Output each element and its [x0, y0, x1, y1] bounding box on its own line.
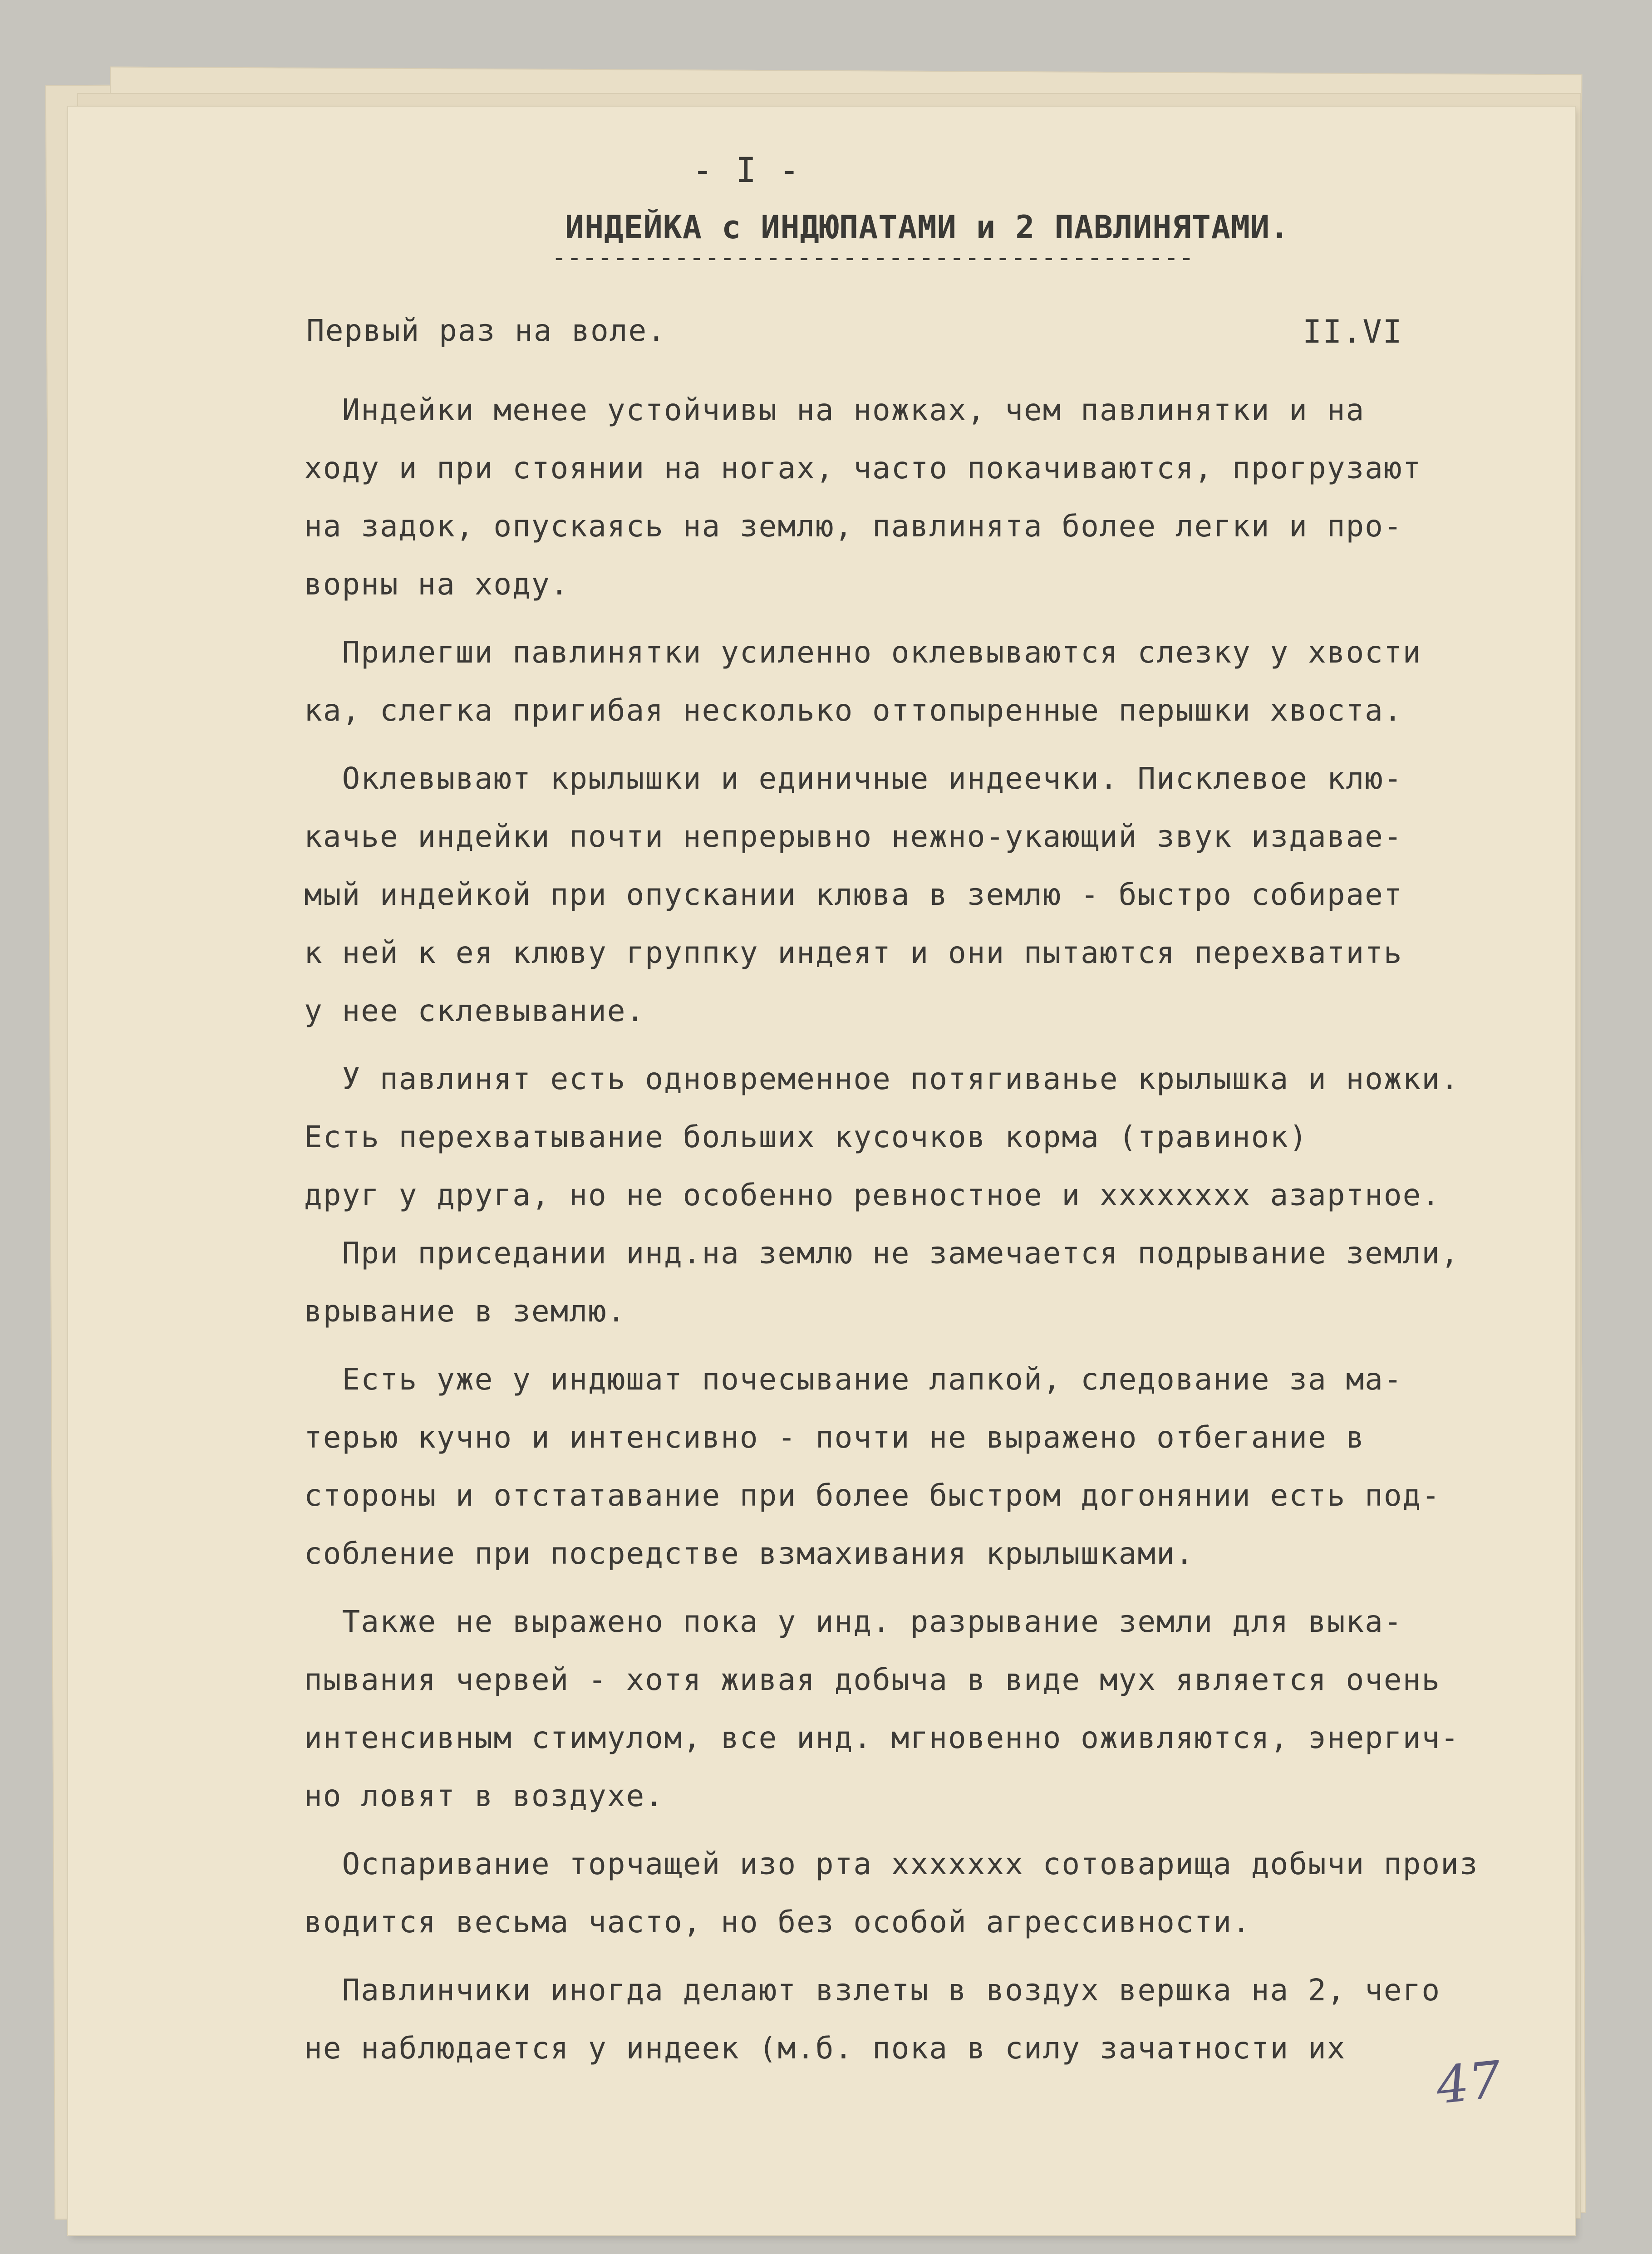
text-line: качье индейки почти непрерывно нежно-укающий звук издавае-: [304, 819, 1403, 854]
text-line: терью кучно и интенсивно - почти не выражено отбегание в: [304, 1420, 1365, 1455]
text-line: на задок, опускаясь на землю, павлинята более легки и про-: [304, 509, 1403, 544]
title-underline: ------------------------------------------: [551, 243, 1195, 272]
document-title: ИНДЕЙКА с ИНДЮПАТАМИ и 2 ПАВЛИНЯТАМИ.: [565, 209, 1290, 246]
section-heading: Первый раз на воле.: [306, 313, 666, 348]
text-line: не наблюдается у индеек (м.б. пока в силу зачатности их: [304, 2031, 1346, 2066]
text-line: водится весьма часто, но без особой агрессивности.: [304, 1905, 1251, 1940]
text-line: Оклевывают крылышки и единичные индеечки. Писклевое клю-: [304, 761, 1403, 796]
text-line: У павлинят есть одновременное потягиванье крылышка и ножки.: [304, 1061, 1460, 1096]
text-line: Прилегши павлинятки усиленно оклевываются слезку у хвости: [304, 635, 1422, 670]
text-line: ка, слегка пригибая несколько оттопыренные перышки хвоста.: [304, 693, 1403, 728]
text-line: При приседании инд.на землю не замечается подрывание земли,: [304, 1236, 1460, 1271]
text-line: пывания червей - хотя живая добыча в виде мух является очень: [304, 1662, 1441, 1697]
text-line: Есть уже у индюшат почесывание лапкой, следование за ма-: [304, 1362, 1403, 1397]
text-line: Индейки менее устойчивы на ножках, чем павлинятки и на: [304, 393, 1365, 427]
page-number: - I -: [692, 150, 801, 190]
text-line: Есть перехватывание больших кусочков корма (травинок): [304, 1120, 1308, 1154]
text-line: ходу и при стоянии на ногах, часто покачиваются, прогрузают: [304, 451, 1422, 486]
text-line: собление при посредстве взмахивания крылышками.: [304, 1536, 1195, 1571]
text-line: к ней к ея клюву группку индеят и они пытаются перехватить: [304, 935, 1403, 970]
folio-number: 47: [1433, 2050, 1504, 2116]
text-line: но ловят в воздухе.: [304, 1778, 664, 1813]
text-line: друг у друга, но не особенно ревностное и хххххххх азартное.: [304, 1178, 1441, 1213]
text-line: мый индейкой при опускании клюва в землю - быстро собирает: [304, 877, 1403, 912]
text-line: Павлинчики иногда делают взлеты в воздух вершка на 2, чего: [304, 1973, 1441, 2008]
document-page: [68, 107, 1575, 2235]
text-line: у нее склевывание.: [304, 993, 645, 1028]
text-line: стороны и отстатавание при более быстром догонянии есть под-: [304, 1478, 1441, 1513]
text-line: Также не выражено пока у инд. разрывание земли для выка-: [304, 1604, 1403, 1639]
text-line: ворны на ходу.: [304, 567, 570, 602]
document-date: II.VI: [1303, 313, 1403, 350]
text-line: Оспаривание торчащей изо рта ххххххх сотоварища добычи произ: [304, 1846, 1479, 1881]
text-line: интенсивным стимулом, все инд. мгновенно оживляются, энергич-: [304, 1720, 1460, 1755]
text-line: врывание в землю.: [304, 1294, 626, 1329]
